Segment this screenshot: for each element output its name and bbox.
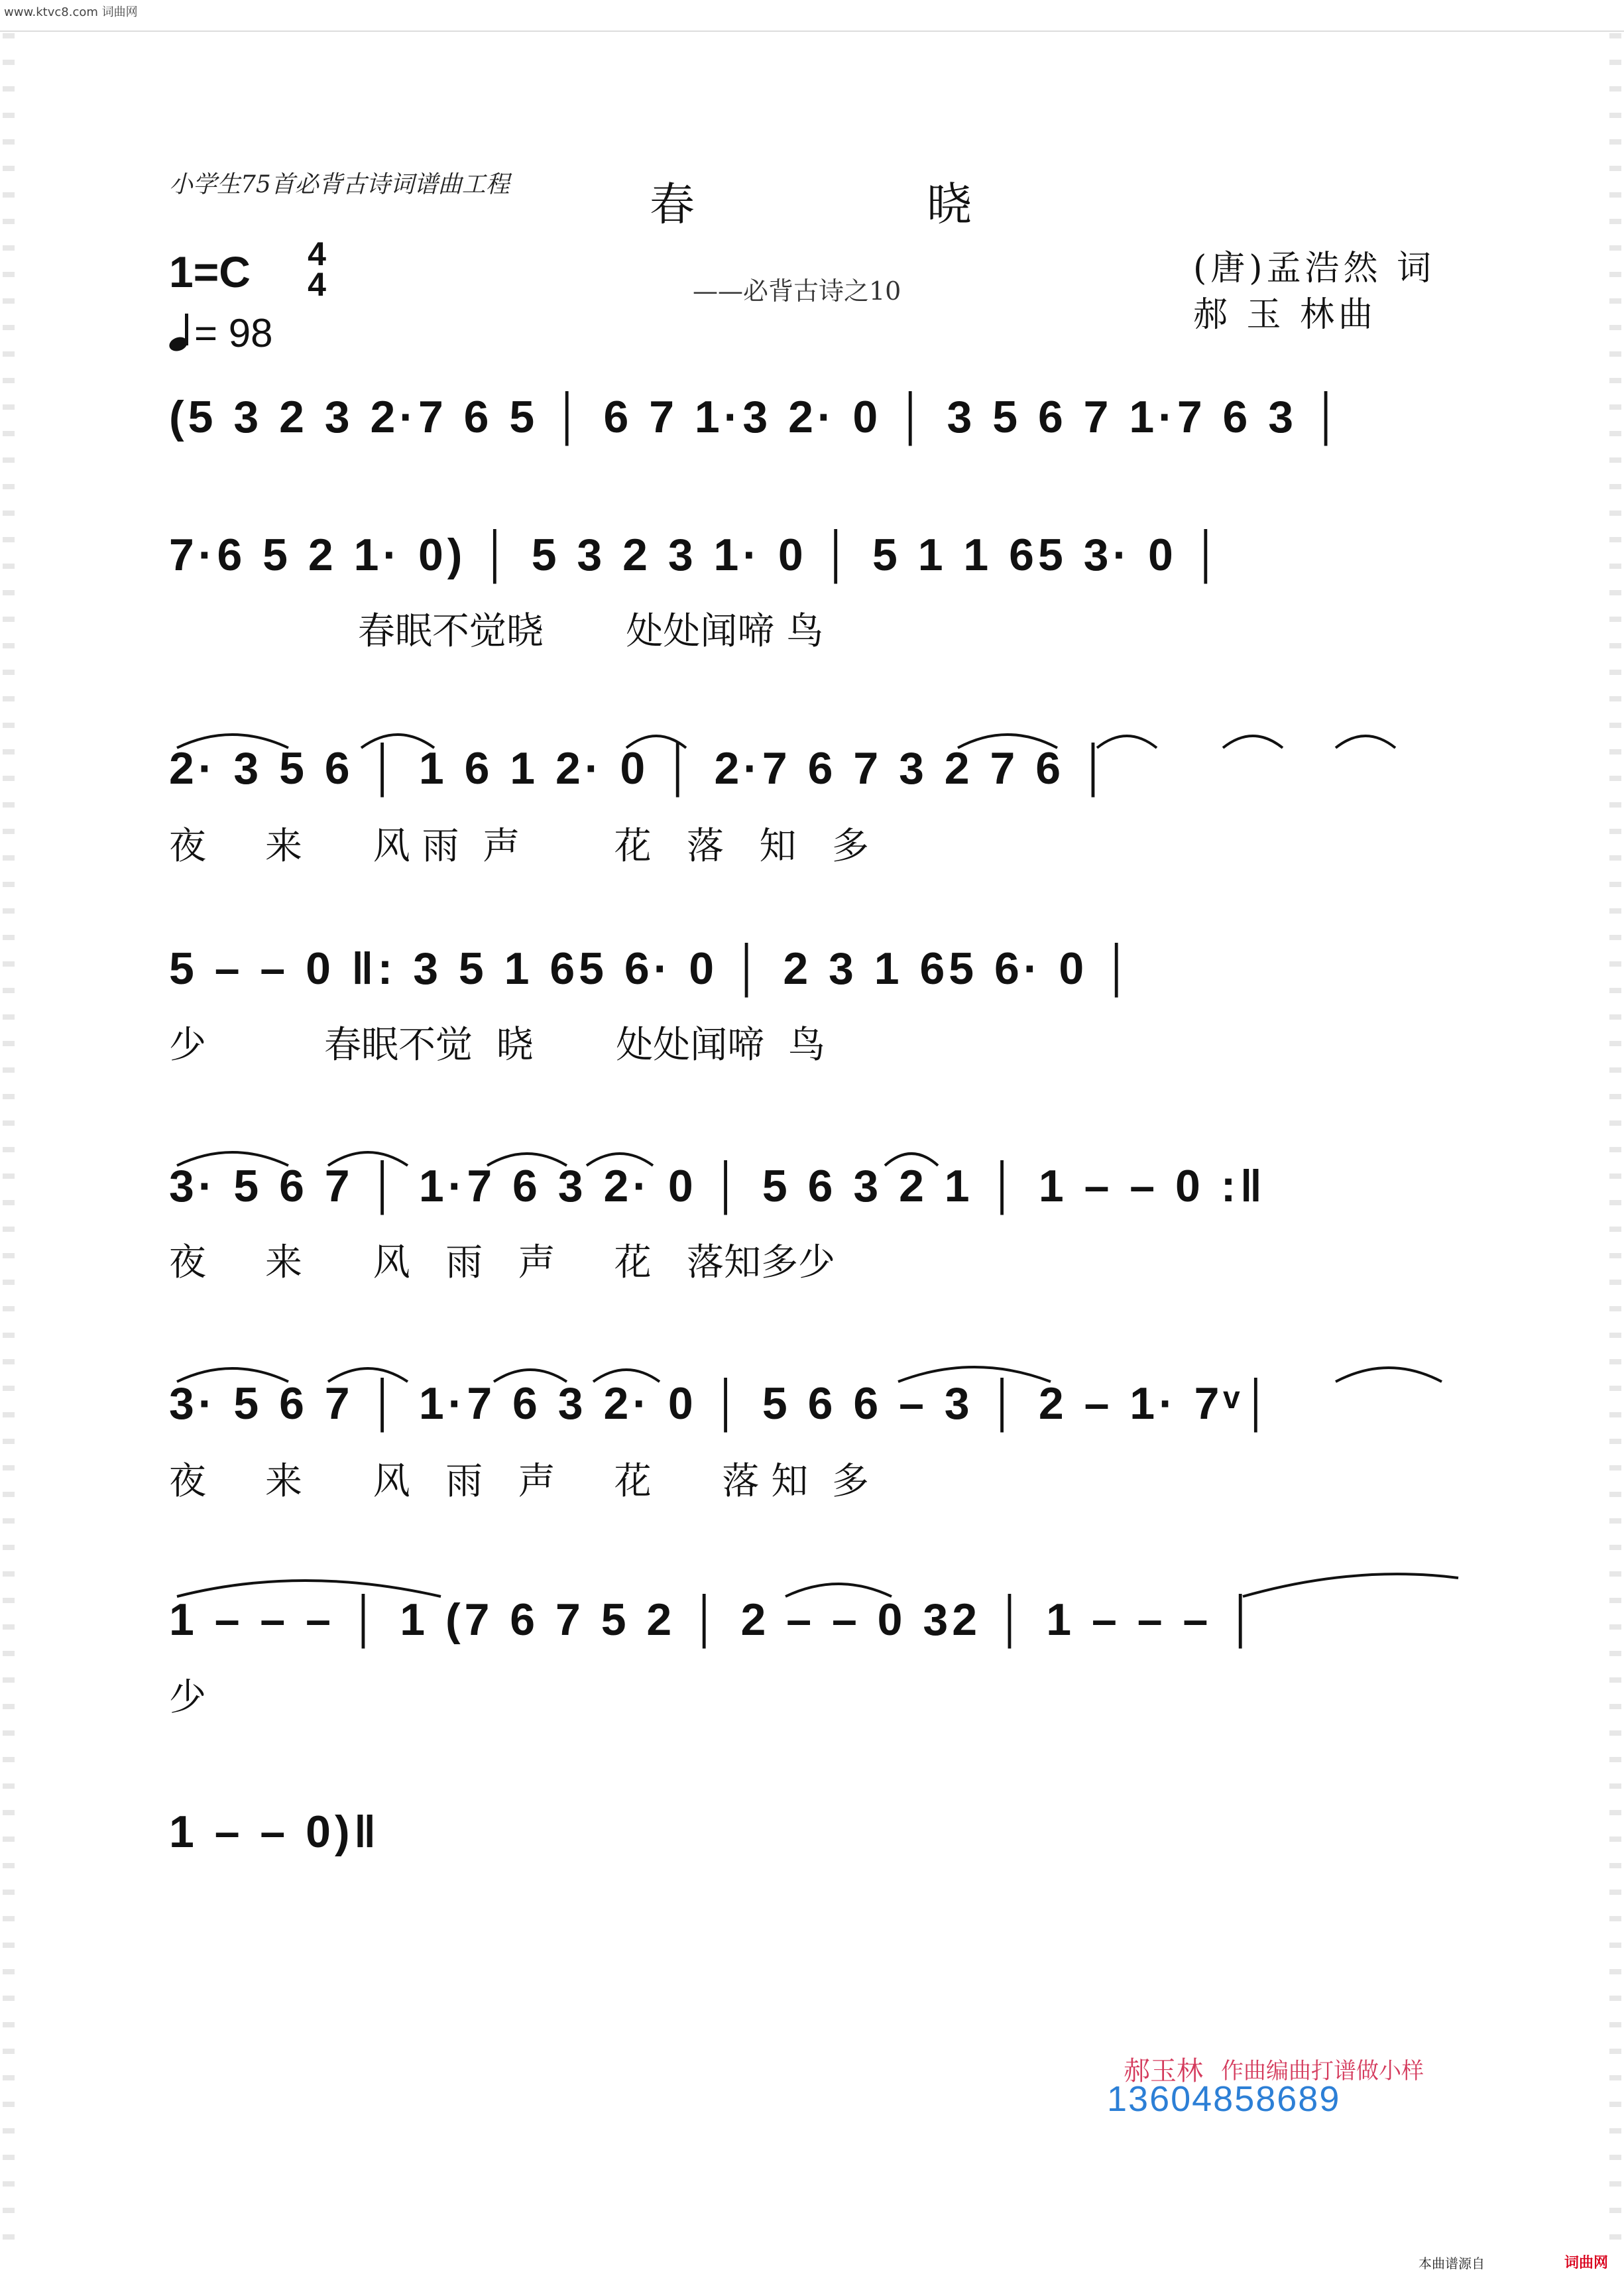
score-system-5-lyrics: 夜 来 风 雨 声 花 落知多少 <box>169 1241 836 1284</box>
score-system-2-lyrics: 春眠不觉晓 处处闻啼 鸟 <box>169 610 824 653</box>
slur-2 <box>785 1584 892 1596</box>
score-system-1-notes: (5 3 2 3 2·7 6 5 │ 6 7 1·3 2· 0 │ 3 5 6 7 1·7 6 3 │ <box>169 392 1346 442</box>
key-signature: 1=C <box>169 247 251 296</box>
slur-1 <box>177 1581 441 1596</box>
slur-marks-system-7 <box>169 1565 1462 1604</box>
header-divider <box>0 30 1624 32</box>
slur-2 <box>328 1152 408 1166</box>
arranger-phone: 13604858689 <box>1107 2079 1341 2119</box>
score-system-5-notes: 3· 5 6 7 │ 1·7 6 3 2· 0 │ 5 6 3 2 1 │ 1 – – 0 :‖ <box>169 1161 1267 1211</box>
score-system-6-notes: 3· 5 6 7 │ 1·7 6 3 2· 0 │ 5 6 6 – 3 │ 2 – 1· 7ᵛ│ <box>169 1378 1276 1429</box>
slur-5 <box>1097 736 1157 748</box>
slur-3 <box>1243 1574 1458 1596</box>
slur-marks-system-3 <box>169 716 1462 756</box>
slur-marks-system-6 <box>169 1350 1462 1390</box>
slur-4 <box>593 1370 660 1382</box>
slur-2 <box>361 735 434 748</box>
score-system-2-notes: 7·6 5 2 1· 0) │ 5 3 2 3 1· 0 │ 5 1 1 65 3· 0 │ <box>169 530 1226 580</box>
slur-5 <box>885 1154 938 1166</box>
score-system-3-notes: 2· 3 5 6 │ 1 6 1 2· 0 │ 2·7 6 7 3 2 7 6 │ <box>169 743 1114 794</box>
title-char-1: 春 <box>650 179 695 231</box>
slur-1 <box>177 1152 288 1166</box>
footer-source-label: 本曲谱源自 <box>1419 2255 1485 2271</box>
slur-3 <box>626 736 686 748</box>
time-signature-top: 4 <box>308 235 326 272</box>
project-label: 小学生75首必背古诗词谱曲工程 <box>169 171 510 198</box>
left-watermark-strip <box>3 33 15 2248</box>
slur-4 <box>587 1154 653 1166</box>
slur-2 <box>328 1368 408 1382</box>
slur-5 <box>898 1367 1051 1382</box>
slur-1 <box>177 1368 288 1382</box>
arranger-name: 郝玉林 <box>1124 2056 1203 2086</box>
score-system-3-lyrics: 夜 来 风 雨 声 花 落 知 多 <box>169 825 869 868</box>
score-system-8-notes: 1 – – 0)‖ <box>169 1807 380 1857</box>
tempo-marking <box>169 310 272 356</box>
tempo-value: = 98 <box>194 311 273 355</box>
score-system-7-notes: 1 – – – │ 1 (7 6 7 5 2 │ 2 – – 0 32 │ 1 – – – │ <box>169 1594 1261 1645</box>
site-url[interactable]: www.ktvc8.com 词曲网 <box>4 5 138 19</box>
quarter-note-icon <box>169 314 189 351</box>
footer-site-logo[interactable]: 词曲网 <box>1564 2255 1609 2271</box>
score-system-7-lyrics: 少 <box>169 1676 206 1719</box>
composer-credit: 郝 玉 林曲 <box>1193 295 1377 335</box>
title-char-2: 晓 <box>927 179 972 231</box>
score-system-4-lyrics: 少 春眠不觉 晓 处处闻啼 鸟 <box>169 1024 825 1067</box>
slur-marks-system-5 <box>169 1134 1462 1173</box>
slur-6 <box>1336 1368 1442 1382</box>
score-system-6-lyrics: 夜 来 风 雨 声 花 落 知 多 <box>169 1460 869 1503</box>
slur-6 <box>1223 736 1283 748</box>
slur-1 <box>177 735 288 748</box>
lyricist-credit: (唐)孟浩然 词 <box>1193 249 1436 288</box>
slur-4 <box>958 735 1057 748</box>
slur-3 <box>487 1154 567 1166</box>
slur-7 <box>1336 736 1395 748</box>
slur-3 <box>494 1370 567 1382</box>
time-signature-bottom: 4 <box>308 266 326 303</box>
subtitle: ——必背古诗之10 <box>693 276 901 306</box>
right-watermark-strip <box>1609 33 1621 2248</box>
score-system-4-notes: 5 – – 0 ‖: 3 5 1 65 6· 0 │ 2 3 1 65 6· 0 │ <box>169 943 1137 994</box>
time-signature <box>297 235 337 303</box>
arranger-note: 作曲编曲打谱做小样 <box>1221 2058 1424 2084</box>
